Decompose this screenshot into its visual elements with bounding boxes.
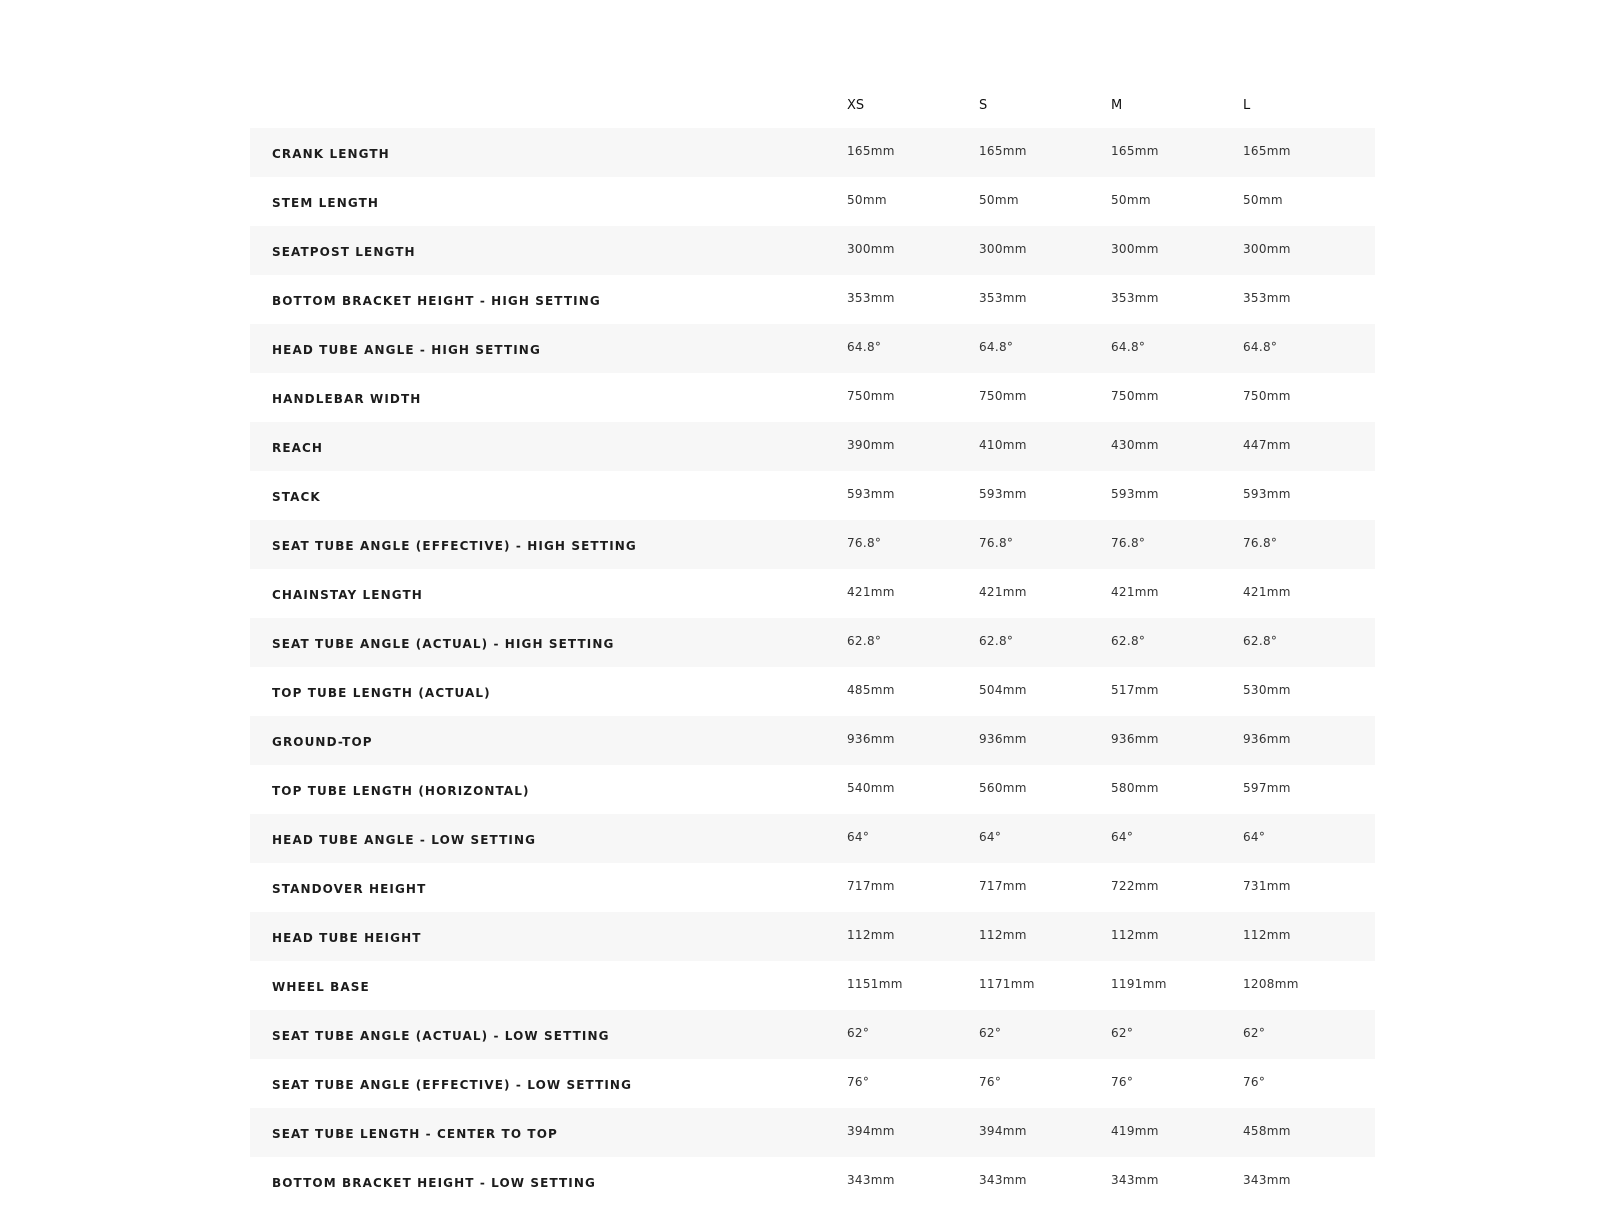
value-cell-xs: 421mm xyxy=(847,569,979,618)
value-cell-l: 731mm xyxy=(1243,863,1375,912)
value-cell-s: 410mm xyxy=(979,422,1111,471)
table-row xyxy=(250,863,1375,912)
value-cell-xs: 717mm xyxy=(847,863,979,912)
table-row xyxy=(250,667,1375,716)
value-cell-m: 750mm xyxy=(1111,373,1243,422)
value-cell-s: 717mm xyxy=(979,863,1111,912)
table-row xyxy=(250,1108,1375,1157)
value-cell-s: 76.8° xyxy=(979,520,1111,569)
size-header-s: S xyxy=(979,98,988,113)
row-label: CRANK LENGTH xyxy=(250,128,847,177)
value-cell-m: 62° xyxy=(1111,1010,1243,1059)
size-header-xs: XS xyxy=(847,98,865,113)
table-row xyxy=(250,1157,1375,1206)
value-cell-l: 64.8° xyxy=(1243,324,1375,373)
table-row xyxy=(250,226,1375,275)
value-cell-l: 165mm xyxy=(1243,128,1375,177)
row-label: BOTTOM BRACKET HEIGHT - LOW SETTING xyxy=(250,1157,847,1206)
row-label: STEM LENGTH xyxy=(250,177,847,226)
value-cell-s: 504mm xyxy=(979,667,1111,716)
geometry-table-body xyxy=(250,128,1375,1206)
value-cell-xs: 62.8° xyxy=(847,618,979,667)
value-cell-l: 1208mm xyxy=(1243,961,1375,1010)
value-cell-l: 353mm xyxy=(1243,275,1375,324)
value-cell-s: 750mm xyxy=(979,373,1111,422)
value-cell-s: 394mm xyxy=(979,1108,1111,1157)
row-label: TOP TUBE LENGTH (ACTUAL) xyxy=(250,667,847,716)
row-label: SEATPOST LENGTH xyxy=(250,226,847,275)
value-cell-m: 76.8° xyxy=(1111,520,1243,569)
value-cell-s: 76° xyxy=(979,1059,1111,1108)
value-cell-xs: 62° xyxy=(847,1010,979,1059)
row-label: TOP TUBE LENGTH (HORIZONTAL) xyxy=(250,765,847,814)
value-cell-l: 76.8° xyxy=(1243,520,1375,569)
value-cell-l: 597mm xyxy=(1243,765,1375,814)
value-cell-m: 936mm xyxy=(1111,716,1243,765)
row-label: SEAT TUBE ANGLE (EFFECTIVE) - HIGH SETTING xyxy=(250,520,847,569)
value-cell-xs: 343mm xyxy=(847,1157,979,1206)
table-row xyxy=(250,569,1375,618)
value-cell-l: 343mm xyxy=(1243,1157,1375,1206)
value-cell-s: 560mm xyxy=(979,765,1111,814)
value-cell-xs: 353mm xyxy=(847,275,979,324)
value-cell-m: 722mm xyxy=(1111,863,1243,912)
geometry-table-header xyxy=(250,83,1375,128)
value-cell-l: 50mm xyxy=(1243,177,1375,226)
value-cell-xs: 300mm xyxy=(847,226,979,275)
value-cell-s: 62.8° xyxy=(979,618,1111,667)
value-cell-l: 750mm xyxy=(1243,373,1375,422)
row-label: HEAD TUBE ANGLE - LOW SETTING xyxy=(250,814,847,863)
value-cell-xs: 50mm xyxy=(847,177,979,226)
table-row xyxy=(250,814,1375,863)
value-cell-xs: 1151mm xyxy=(847,961,979,1010)
value-cell-l: 62° xyxy=(1243,1010,1375,1059)
value-cell-m: 50mm xyxy=(1111,177,1243,226)
value-cell-l: 62.8° xyxy=(1243,618,1375,667)
table-row xyxy=(250,275,1375,324)
value-cell-xs: 76° xyxy=(847,1059,979,1108)
table-row xyxy=(250,324,1375,373)
value-cell-xs: 165mm xyxy=(847,128,979,177)
value-cell-m: 300mm xyxy=(1111,226,1243,275)
value-cell-xs: 936mm xyxy=(847,716,979,765)
value-cell-m: 64.8° xyxy=(1111,324,1243,373)
row-label: STACK xyxy=(250,471,847,520)
value-cell-m: 593mm xyxy=(1111,471,1243,520)
value-cell-s: 50mm xyxy=(979,177,1111,226)
size-header-row xyxy=(250,83,1375,128)
value-cell-l: 421mm xyxy=(1243,569,1375,618)
value-cell-xs: 593mm xyxy=(847,471,979,520)
value-cell-m: 62.8° xyxy=(1111,618,1243,667)
value-cell-xs: 76.8° xyxy=(847,520,979,569)
value-cell-s: 936mm xyxy=(979,716,1111,765)
row-label: SEAT TUBE LENGTH - CENTER TO TOP xyxy=(250,1108,847,1157)
table-row xyxy=(250,961,1375,1010)
value-cell-l: 76° xyxy=(1243,1059,1375,1108)
value-cell-l: 112mm xyxy=(1243,912,1375,961)
value-cell-m: 430mm xyxy=(1111,422,1243,471)
value-cell-m: 419mm xyxy=(1111,1108,1243,1157)
value-cell-m: 64° xyxy=(1111,814,1243,863)
row-label: SEAT TUBE ANGLE (ACTUAL) - HIGH SETTING xyxy=(250,618,847,667)
value-cell-xs: 64.8° xyxy=(847,324,979,373)
table-row xyxy=(250,1059,1375,1108)
value-cell-l: 300mm xyxy=(1243,226,1375,275)
value-cell-xs: 485mm xyxy=(847,667,979,716)
value-cell-m: 580mm xyxy=(1111,765,1243,814)
row-label: WHEEL BASE xyxy=(250,961,847,1010)
value-cell-s: 64.8° xyxy=(979,324,1111,373)
table-row xyxy=(250,765,1375,814)
value-cell-l: 936mm xyxy=(1243,716,1375,765)
value-cell-m: 76° xyxy=(1111,1059,1243,1108)
value-cell-s: 353mm xyxy=(979,275,1111,324)
row-label: CHAINSTAY LENGTH xyxy=(250,569,847,618)
row-label: GROUND-TOP xyxy=(250,716,847,765)
value-cell-m: 165mm xyxy=(1111,128,1243,177)
value-cell-m: 343mm xyxy=(1111,1157,1243,1206)
row-label: STANDOVER HEIGHT xyxy=(250,863,847,912)
value-cell-m: 517mm xyxy=(1111,667,1243,716)
value-cell-xs: 390mm xyxy=(847,422,979,471)
value-cell-l: 593mm xyxy=(1243,471,1375,520)
value-cell-xs: 112mm xyxy=(847,912,979,961)
value-cell-m: 112mm xyxy=(1111,912,1243,961)
table-row xyxy=(250,471,1375,520)
value-cell-xs: 750mm xyxy=(847,373,979,422)
row-label: REACH xyxy=(250,422,847,471)
row-label: SEAT TUBE ANGLE (EFFECTIVE) - LOW SETTING xyxy=(250,1059,847,1108)
table-row xyxy=(250,177,1375,226)
value-cell-m: 421mm xyxy=(1111,569,1243,618)
value-cell-l: 64° xyxy=(1243,814,1375,863)
value-cell-l: 458mm xyxy=(1243,1108,1375,1157)
value-cell-s: 64° xyxy=(979,814,1111,863)
value-cell-xs: 394mm xyxy=(847,1108,979,1157)
row-label: HEAD TUBE HEIGHT xyxy=(250,912,847,961)
value-cell-s: 1171mm xyxy=(979,961,1111,1010)
table-row xyxy=(250,716,1375,765)
row-label: SEAT TUBE ANGLE (ACTUAL) - LOW SETTING xyxy=(250,1010,847,1059)
table-row xyxy=(250,618,1375,667)
value-cell-m: 1191mm xyxy=(1111,961,1243,1010)
value-cell-xs: 540mm xyxy=(847,765,979,814)
value-cell-s: 593mm xyxy=(979,471,1111,520)
table-row xyxy=(250,912,1375,961)
value-cell-m: 353mm xyxy=(1111,275,1243,324)
value-cell-s: 343mm xyxy=(979,1157,1111,1206)
value-cell-s: 421mm xyxy=(979,569,1111,618)
row-label: HEAD TUBE ANGLE - HIGH SETTING xyxy=(250,324,847,373)
size-header-m: M xyxy=(1111,98,1123,113)
geometry-table xyxy=(250,83,1375,1206)
row-label: HANDLEBAR WIDTH xyxy=(250,373,847,422)
table-row xyxy=(250,1010,1375,1059)
value-cell-s: 165mm xyxy=(979,128,1111,177)
header-label-cell xyxy=(250,83,847,128)
table-row xyxy=(250,128,1375,177)
size-header-l: L xyxy=(1243,98,1251,113)
table-row xyxy=(250,373,1375,422)
table-row xyxy=(250,422,1375,471)
table-row xyxy=(250,520,1375,569)
row-label: BOTTOM BRACKET HEIGHT - HIGH SETTING xyxy=(250,275,847,324)
value-cell-xs: 64° xyxy=(847,814,979,863)
value-cell-l: 530mm xyxy=(1243,667,1375,716)
value-cell-s: 62° xyxy=(979,1010,1111,1059)
value-cell-s: 112mm xyxy=(979,912,1111,961)
value-cell-l: 447mm xyxy=(1243,422,1375,471)
value-cell-s: 300mm xyxy=(979,226,1111,275)
